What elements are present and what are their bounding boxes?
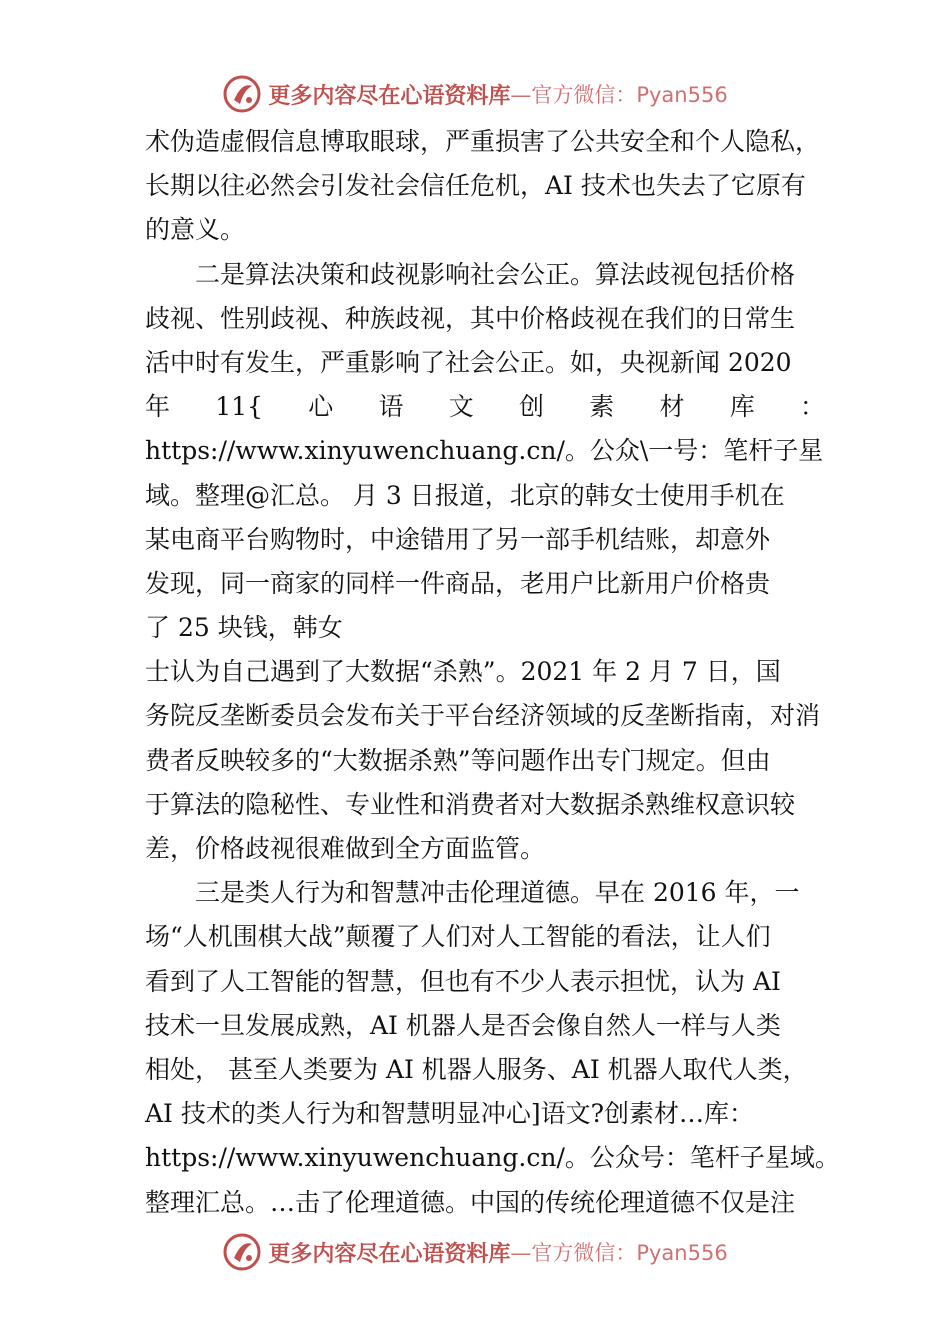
spread-char: ： <box>799 392 825 422</box>
text-line: 整理汇总。…击了伦理道德。中国的传统伦理道德不仅是注 <box>145 1187 796 1217</box>
text-line: 务院反垄断委员会发布关于平台经济领域的反垄断指南，对消 <box>145 701 821 731</box>
spread-char: 库 <box>729 392 755 422</box>
text-line: 域。整理@汇总。 月 3 日报道，北京的韩女士使用手机在 <box>145 480 785 510</box>
header-banner-text: 更多内容尽在心语资料库 <box>268 83 511 109</box>
spread-char: 材 <box>659 392 685 422</box>
text-line: https://www.xinyuwenchuang.cn/。公众号：笔杆子星域。 <box>145 1143 840 1173</box>
footer-banner <box>0 1230 950 1274</box>
text-line: 技术一旦发展成熟，AI 机器人是否会像自然人一样与人类 <box>145 1010 781 1040</box>
justified-watermark-line <box>145 385 825 429</box>
text-line: 费者反映较多的“大数据杀熟”等问题作出专门规定。但由 <box>145 745 771 775</box>
text-line: 的意义。 <box>145 215 246 245</box>
document-body <box>145 120 840 1225</box>
footer-banner-subtext: —官方微信：Pyan556 <box>510 1241 728 1265</box>
text-line: 相处， 甚至人类要为 AI 机器人服务、AI 机器人取代人类， <box>145 1054 808 1084</box>
text-line: 发现，同一商家的同样一件商品，老用户比新用户价格贵 <box>145 568 771 598</box>
text-line: https://www.xinyuwenchuang.cn/。公众\一号：笔杆子星 <box>145 436 824 466</box>
header-banner <box>0 72 950 116</box>
paragraph-start-line: 二是算法决策和歧视影响社会公正。算法歧视包括价格 <box>195 259 796 289</box>
text-line: 歧视、性别歧视、种族歧视，其中价格歧视在我们的日常生 <box>145 303 796 333</box>
brand-logo-icon <box>222 74 262 114</box>
spread-num: 11{ <box>215 392 263 422</box>
spread-char: 语 <box>378 392 404 422</box>
text-line: 了 25 块钱，韩女 <box>145 613 343 643</box>
text-line: 活中时有发生，严重影响了社会公正。如，央视新闻 2020 <box>145 347 792 377</box>
text-line: 于算法的隐秘性、专业性和消费者对大数据杀熟维权意识较 <box>145 789 796 819</box>
header-banner-subtext: —官方微信：Pyan556 <box>510 83 728 107</box>
text-line: 士认为自己遇到了大数据“杀熟”。2021 年 2 月 7 日，国 <box>145 657 781 687</box>
paragraph-start-line: 三是类人行为和智慧冲击伦理道德。早在 2016 年，一 <box>195 878 800 908</box>
footer-banner-text: 更多内容尽在心语资料库 <box>268 1241 511 1267</box>
spread-char: 文 <box>448 392 474 422</box>
text-line: 差，价格歧视很难做到全方面监管。 <box>145 834 546 863</box>
text-line: 看到了人工智能的智慧，但也有不少人表示担忧，认为 AI <box>145 966 781 996</box>
text-line: AI 技术的类人行为和智慧明显冲心]语文?创素材…库： <box>145 1099 755 1129</box>
text-line: 场“人机围棋大战”颠覆了人们对人工智能的看法，让人们 <box>145 922 771 952</box>
spread-char: 心 <box>308 392 334 422</box>
text-line: 长期以往必然会引发社会信任危机，AI 技术也失去了它原有 <box>145 171 806 201</box>
spread-char: 创 <box>518 392 544 422</box>
text-line: 术伪造虚假信息博取眼球，严重损害了公共安全和个人隐私， <box>145 127 821 156</box>
text-line: 某电商平台购物时，中途错用了另一部手机结账，却意外 <box>145 524 771 554</box>
spread-char: 素 <box>589 392 615 422</box>
brand-logo-icon <box>222 1232 262 1272</box>
spread-year: 年 <box>145 392 171 422</box>
